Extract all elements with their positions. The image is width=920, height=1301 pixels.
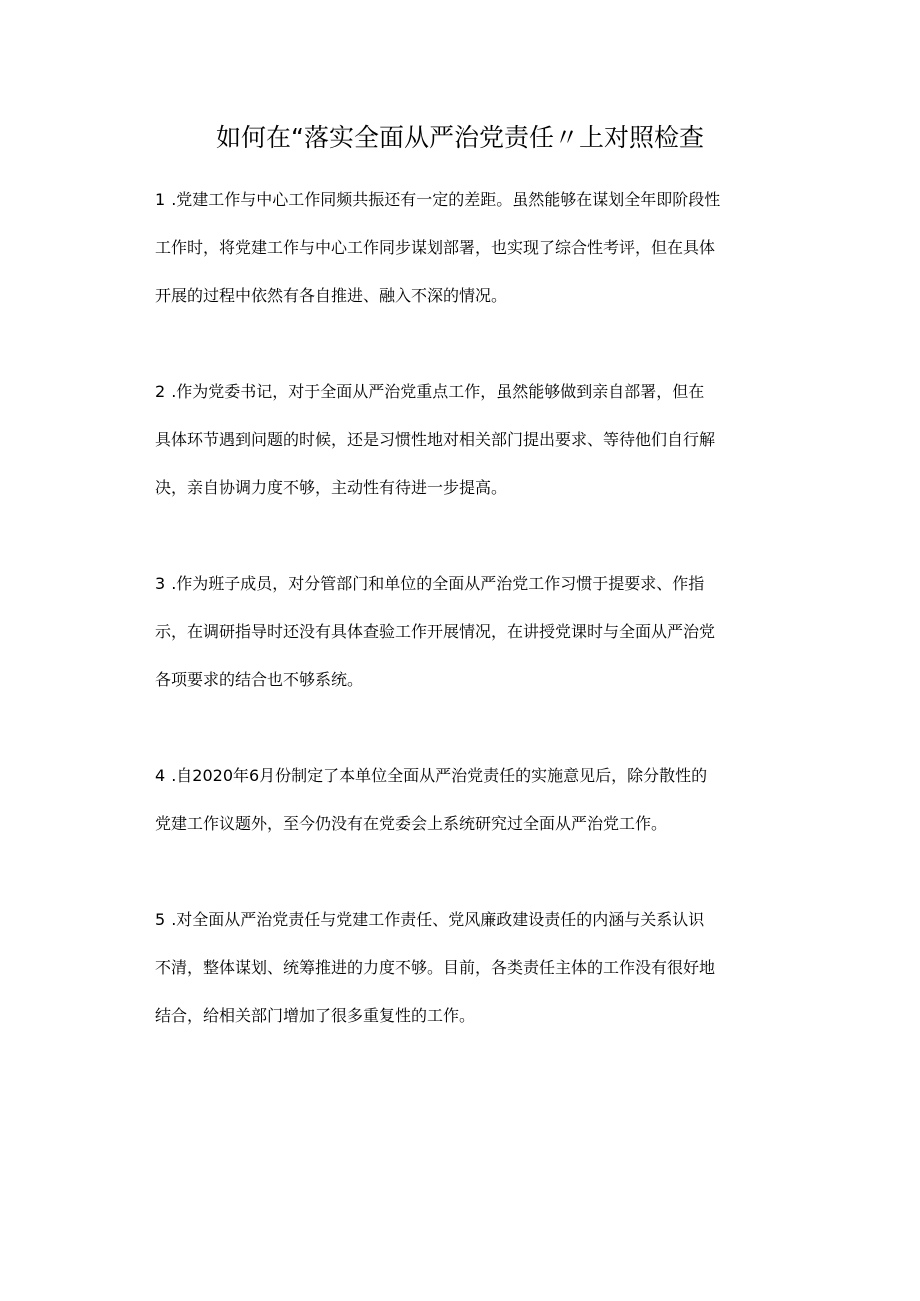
list-item	[155, 176, 767, 320]
line-text: .作为班子成员，对分管部门和单位的全面从严治党工作习惯于提要求、作指	[171, 574, 705, 593]
paragraph-line: 具体环节遇到问题的时候，还是习惯性地对相关部门提出要求、等待他们自行解	[155, 430, 716, 449]
paragraph-line	[155, 752, 767, 800]
paragraph-line	[155, 368, 767, 416]
item-number: 4	[155, 766, 166, 785]
paragraph-line: 示，在调研指导时还没有具体查验工作开展情况，在讲授党课时与全面从严治党	[155, 622, 716, 641]
list-item	[155, 896, 767, 1040]
line-text: .作为党委书记，对于全面从严治党重点工作，虽然能够做到亲自部署，但在	[171, 382, 705, 401]
paragraph-line	[155, 560, 767, 608]
line-text: .对全面从严治党责任与党建工作责任、党风廉政建设责任的内涵与关系认识	[171, 910, 705, 929]
item-number: 5	[155, 910, 166, 929]
paragraph-line: 结合，给相关部门增加了很多重复性的工作。	[155, 1006, 476, 1025]
paragraph-line: 不清，整体谋划、统筹推进的力度不够。目前，各类责任主体的工作没有很好地	[155, 958, 716, 977]
paragraph-line: 开展的过程中依然有各自推进、融入不深的情况。	[155, 286, 508, 305]
item-number: 3	[155, 574, 166, 593]
list-item	[155, 560, 767, 704]
paragraph-line: 党建工作议题外，至今仍没有在党委会上系统研究过全面从严治党工作。	[155, 814, 668, 833]
paragraph-line: 各项要求的结合也不够系统。	[155, 670, 364, 689]
item-number: 1	[155, 190, 166, 209]
paragraph-line: 决，亲自协调力度不够，主动性有待进一步提高。	[155, 478, 508, 497]
paragraph-line	[155, 896, 767, 944]
list-item	[155, 752, 767, 848]
paragraph-line	[155, 176, 767, 224]
list-item	[155, 368, 767, 512]
item-number: 2	[155, 382, 166, 401]
line-text: .自2020年6月份制定了本单位全面从严治党责任的实施意见后，除分散性的	[171, 766, 708, 785]
line-text: .党建工作与中心工作同频共振还有一定的差距。虽然能够在谋划全年即阶段性	[171, 190, 721, 209]
document-title: 如何在“落实全面从严治党责任〃上对照检查	[216, 123, 704, 152]
paragraph-line: 工作时，将党建工作与中心工作同步谋划部署，也实现了综合性考评，但在具体	[155, 238, 716, 257]
